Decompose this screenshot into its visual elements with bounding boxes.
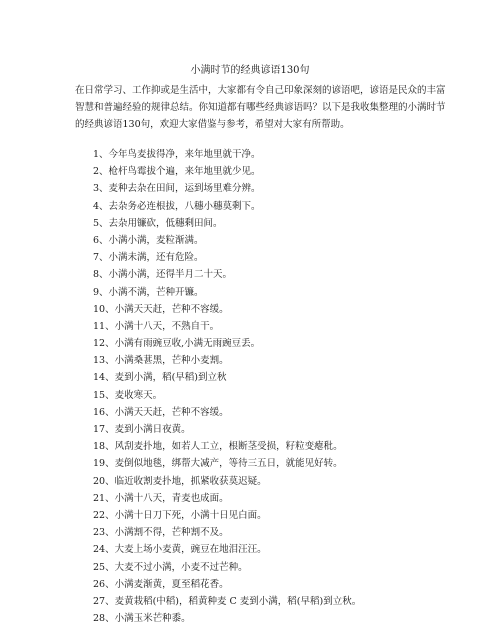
list-item: 5、去杂用镰砍，低穗剩田间。 xyxy=(93,217,223,229)
list-item: 1、今年鸟麦拔得净，来年地里就干净。 xyxy=(93,149,261,160)
list-item: 14、麦到小满，稻(早稻)到立秋 xyxy=(93,372,227,384)
list-item: 16、小满天天赶，芒种不容缓。 xyxy=(93,406,229,418)
list-item: 18、风刮麦扑地，如若人工立，根断茎受损，籽粒变瘪秕。 xyxy=(93,441,343,453)
list-item: 3、麦种去杂在田间，运到场里难分辨。 xyxy=(93,183,261,195)
list-item: 8、小满小满，还得半月二十天。 xyxy=(93,269,233,281)
list-item: 19、麦倒似地毯，绑帮大减产，等待三五日，就能见好转。 xyxy=(93,458,343,470)
list-item: 6、小满小满，麦粒渐满。 xyxy=(93,234,204,246)
list-item: 17、麦到小满日夜黄。 xyxy=(93,424,191,435)
list-item: 4、去杂务必连根拔，八穗小穗莫剩下。 xyxy=(93,200,261,212)
document-title: 小满时节的经典谚语130句 xyxy=(190,65,310,76)
list-item: 27、麦黄栽稻(中稻)，稻黄种麦 C 麦到小满，稻(早稻)到立秋。 xyxy=(93,595,362,607)
list-item: 25、大麦不过小满，小麦不过芒种。 xyxy=(93,561,248,573)
list-item: 24、大麦上场小麦黄，豌豆在地泪汪汪。 xyxy=(93,544,267,556)
intro-line: 的经典谚语130句，欢迎大家借鉴与参考，希望对大家有所帮助。 xyxy=(75,119,350,130)
list-item: 22、小满十日刀下死，小满十日见白面。 xyxy=(93,509,267,521)
list-item: 11、小满十八天，不熟自干。 xyxy=(93,320,220,332)
list-item: 2、枪杆鸟霉拔个遍，来年地里就少见。 xyxy=(93,166,261,178)
list-item: 21、小满十八天，青麦也成面。 xyxy=(93,492,229,504)
list-item: 12、小满有雨豌豆收,小满无雨豌豆丢。 xyxy=(93,338,261,350)
list-item: 15、麦收寒天。 xyxy=(93,389,163,401)
list-item: 9、小满不满，芒种开镰。 xyxy=(93,286,204,298)
intro-line: 智慧和普遍经验的规律总结。你知道都有哪些经典谚语吗？以下是我收集整理的小满时节 xyxy=(75,102,446,113)
intro-line: 在日常学习、工作抑或是生活中，大家都有令自己印象深刻的谚语吧，谚语是民众的丰富 xyxy=(75,85,446,96)
list-item: 13、小满桑葚黑，芒种小麦割。 xyxy=(93,355,229,367)
proverb-list xyxy=(93,146,453,627)
list-item: 20、临近收割麦扑地，抓紧收获莫迟疑。 xyxy=(93,475,267,487)
intro-paragraph xyxy=(75,82,446,133)
list-item: 23、小满割不得，芒种割不及。 xyxy=(93,527,229,539)
list-item: 26、小满麦渐黄，夏至稻花香。 xyxy=(93,578,229,590)
list-item: 7、小满未满，还有危险。 xyxy=(93,252,204,264)
list-item: 28、小满玉米芒种黍。 xyxy=(93,613,191,625)
list-item: 10、小满天天赶，芒种不容缓。 xyxy=(93,303,229,315)
